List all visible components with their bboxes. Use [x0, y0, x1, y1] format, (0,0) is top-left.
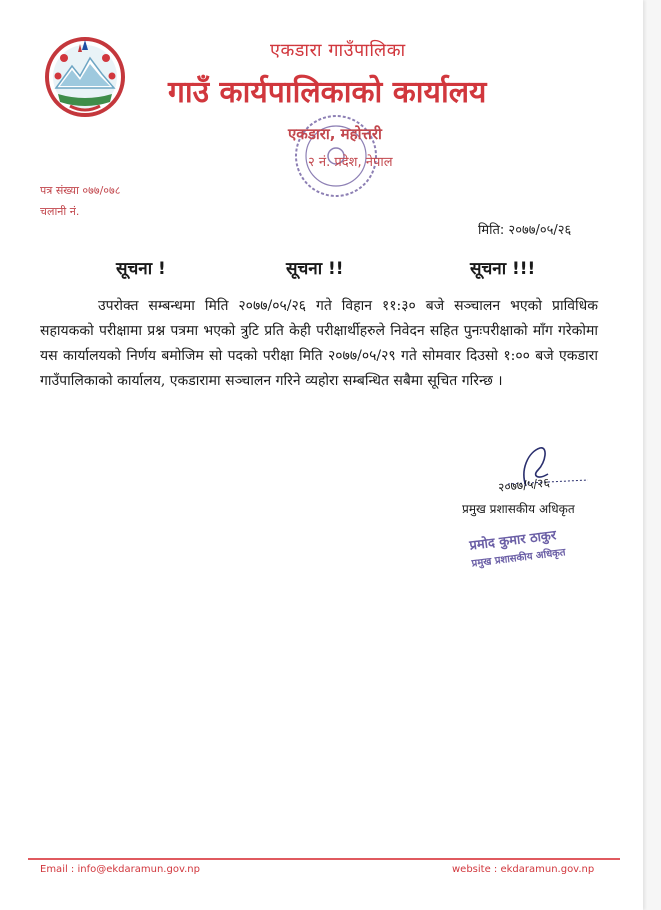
dispatch-number: चलानी नं.	[40, 205, 80, 218]
notice-heading-1: सूचना !	[116, 259, 166, 279]
footer-website: website : ekdaramun.gov.np	[452, 864, 595, 875]
notice-heading-3: सूचना !!!	[470, 259, 536, 279]
letter-number: पत्र संख्या ०७७/०७८	[40, 184, 121, 197]
office-location: एकडारा, महोत्तरी	[288, 125, 382, 143]
signature-date: २०७७/५/२६	[497, 475, 551, 495]
footer-email: Email : info@ekdaramun.gov.np	[40, 864, 200, 875]
nepal-emblem-icon	[44, 36, 126, 118]
notice-heading-2: सूचना !!	[286, 259, 344, 279]
stamp-name: प्रमोद कुमार ठाकुर	[468, 528, 557, 554]
stamp-title: प्रमुख प्रशासकीय अधिकृत	[471, 547, 567, 570]
municipality-name: एकडारा गाउँपालिका	[270, 40, 406, 61]
reference-block	[40, 180, 120, 222]
notice-body: उपरोक्त सम्बन्धमा मिति २०७७/०५/२६ गते विहान ११:३० बजे सञ्चालन भएको प्राविधिक सहायकको परीक्षामा प्रश्न पत्रमा भएको त्रुटि प्रति केही परीक्षार्थीहरुले निवेदन सहित पुनःपरीक्षाको माँग गरेकोमा यस कार्यालयको निर्णय बमोजिम सो पदको परीक्षा मिति २०७७/०५/२९ गते सोमवार दिउसो १:०० बजे एकडारा गाउँपालिकाको कार्यालय, एकडारामा सञ्चालन गरिने व्यहोरा सम्बन्धित सबैमा सूचित गरिन्छ ।	[40, 298, 598, 389]
footer-divider	[28, 858, 620, 860]
province-label: २ नं. प्रदेश, नेपाल	[308, 155, 393, 170]
name-stamp	[468, 524, 566, 569]
signatory-designation: प्रमुख प्रशासकीय अधिकृत	[462, 502, 575, 516]
office-title: गाउँ कार्यपालिकाको कार्यालय	[168, 75, 487, 110]
letter-date: मिति: २०७७/०५/२६	[478, 223, 572, 238]
